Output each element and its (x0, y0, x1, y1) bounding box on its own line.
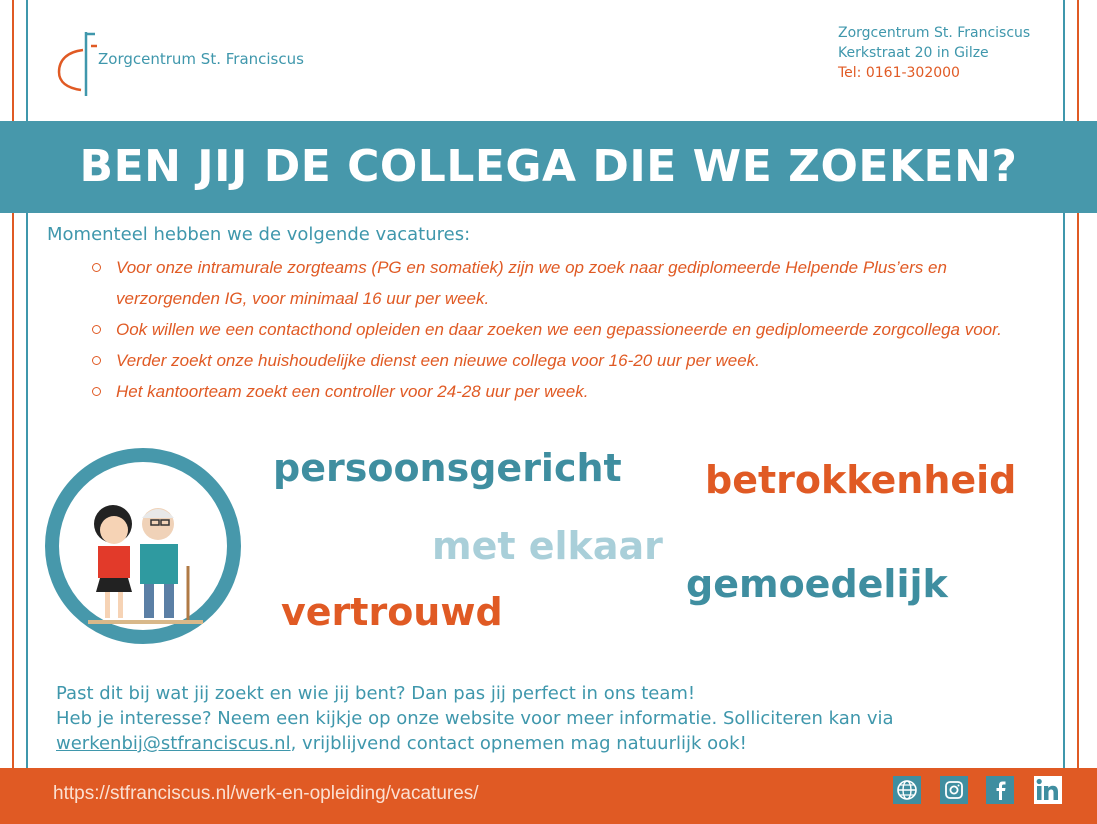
instagram-icon[interactable] (940, 776, 968, 804)
vacancy-text: Ook willen we een contacthond opleiden en daar zoeken we een gepassioneerde en gediplomeerde zorgcollega voor. (116, 320, 1002, 339)
value-met-elkaar: met elkaar (432, 524, 663, 568)
bullet-icon (92, 263, 101, 272)
facebook-icon[interactable] (986, 776, 1014, 804)
vacancies-url-link[interactable]: https://stfranciscus.nl/werk-en-opleiding/vacatures/ (53, 783, 479, 804)
closing-line-3-rest: , vrijblijvend contact opnemen mag natuurlijk ook! (290, 733, 747, 754)
caregiver-illustration (28, 446, 258, 646)
linkedin-icon[interactable] (1034, 776, 1062, 804)
frame-line-right-outer (1077, 0, 1079, 768)
email-link[interactable]: werkenbij@stfranciscus.nl (56, 733, 291, 754)
closing-text (56, 681, 1056, 756)
frame-line-right-inner (1063, 0, 1065, 768)
closing-line-3 (56, 731, 1056, 756)
globe-icon[interactable] (893, 776, 921, 804)
frame-line-left-outer (12, 0, 14, 768)
address-street: Kerkstraat 20 in Gilze (838, 45, 989, 61)
headline-title: BEN JIJ DE COLLEGA DIE WE ZOEKEN? (79, 141, 1018, 192)
vacancy-text: Het kantoorteam zoekt een controller voor 24-28 uur per week. (116, 382, 589, 401)
address-name: Zorgcentrum St. Franciscus (838, 25, 1031, 41)
vacancy-text: Voor onze intramurale zorgteams (PG en somatiek) zijn we op zoek naar gediplomeerde Helpende Plus’ers en verzorgenden IG, voor minimaal 16 uur per week. (116, 258, 947, 308)
bullet-icon (92, 356, 101, 365)
vacancy-text: Verder zoekt onze huishoudelijke dienst een nieuwe collega voor 16-20 uur per week. (116, 351, 760, 370)
value-persoonsgericht: persoonsgericht (273, 446, 622, 490)
phone-number[interactable]: Tel: 0161-302000 (838, 65, 960, 81)
frame-line-left-inner (26, 0, 28, 768)
vacancy-item (92, 314, 1052, 345)
bullet-icon (92, 387, 101, 396)
headline-banner (0, 121, 1097, 213)
address-block (838, 23, 1030, 83)
vacancy-item (92, 252, 1052, 314)
value-vertrouwd: vertrouwd (281, 590, 503, 634)
value-betrokkenheid: betrokkenheid (705, 458, 1017, 502)
bullet-icon (92, 325, 101, 334)
vacancy-item (92, 345, 1052, 376)
value-gemoedelijk: gemoedelijk (686, 562, 948, 606)
closing-line-1: Past dit bij wat jij zoekt en wie jij bent? Dan pas jij perfect in ons team! (56, 683, 696, 704)
logo-name: Zorgcentrum St. Franciscus (98, 50, 304, 68)
vacancies-intro: Momenteel hebben we de volgende vacatures: (47, 224, 471, 245)
footer-bar (0, 768, 1097, 824)
vacancy-list (92, 252, 1052, 407)
closing-line-2: Heb je interesse? Neem een kijkje op onze website voor meer informatie. Solliciteren kan via (56, 708, 894, 729)
vacancy-item (92, 376, 1052, 407)
